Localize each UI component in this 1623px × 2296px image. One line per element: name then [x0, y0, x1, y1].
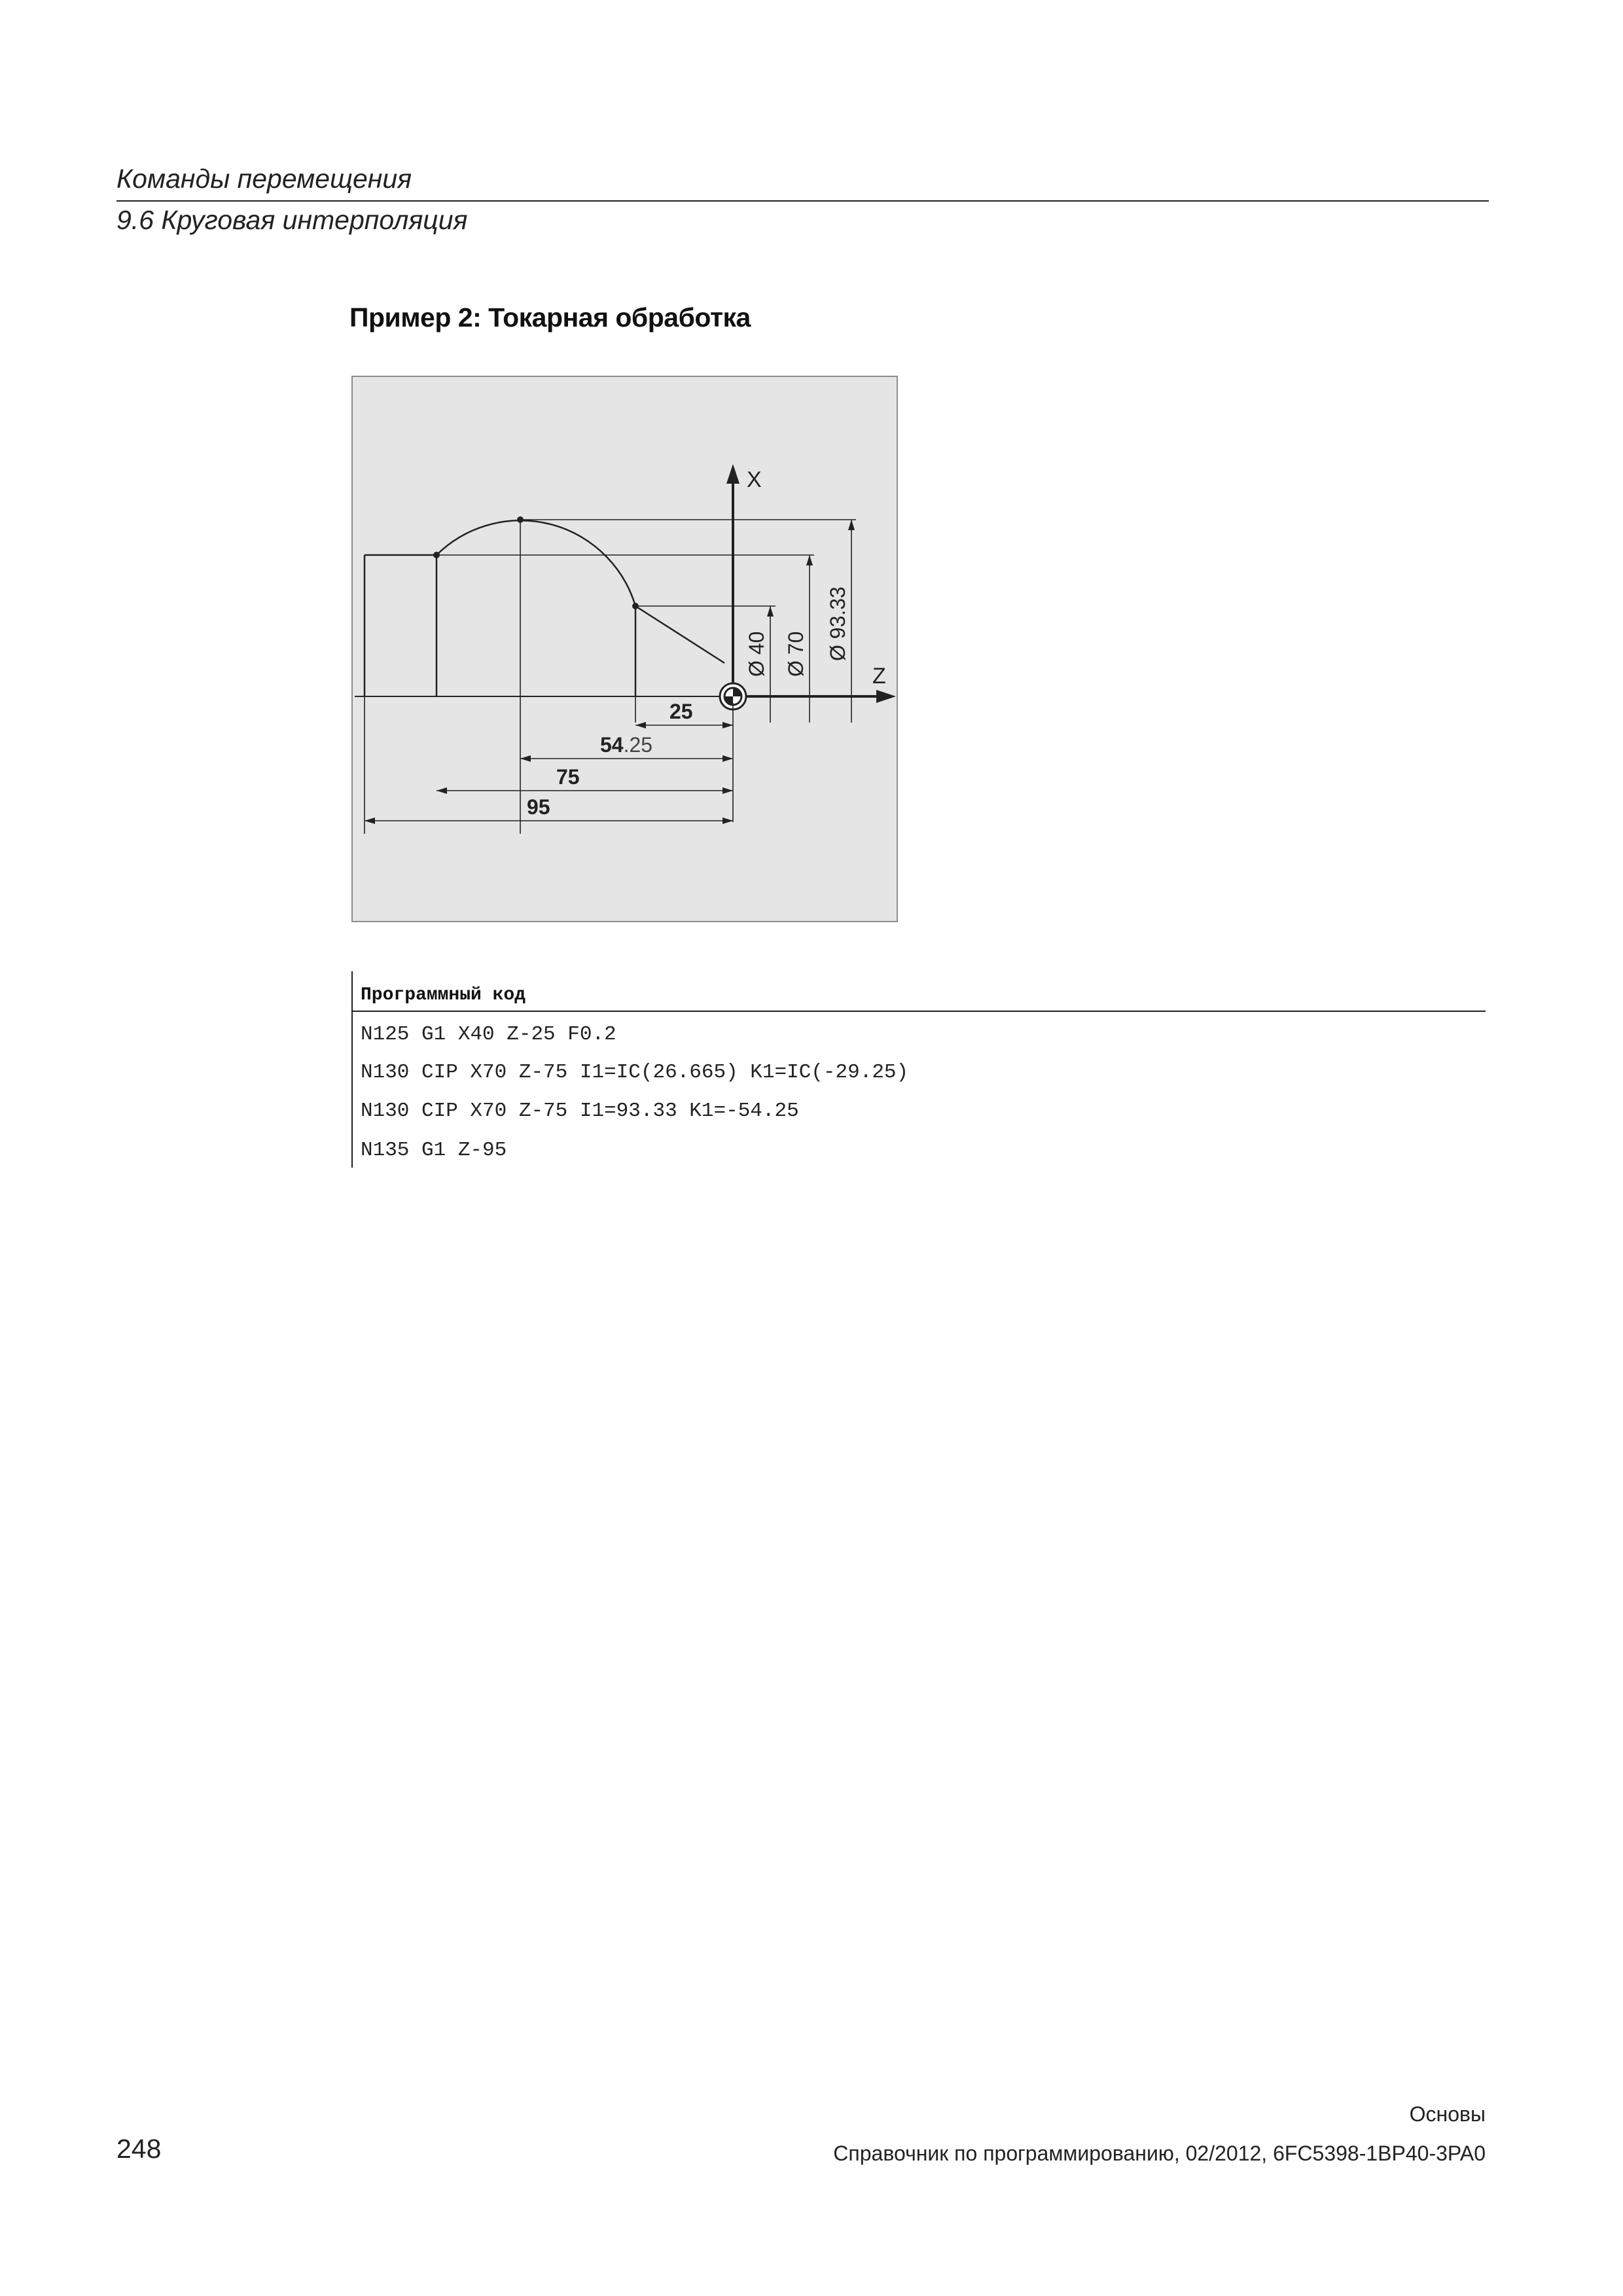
dim-dia-93-33-label: Ø 93.33	[826, 586, 849, 661]
header-rule	[116, 200, 1489, 202]
code-table-header: Программный код	[361, 985, 526, 1005]
dim-dia-40-label: Ø 40	[745, 631, 768, 677]
code-table-border	[351, 971, 353, 1168]
dim-54-25-label: 54.25	[600, 733, 653, 757]
axis-z-label: Z	[872, 664, 886, 689]
axis-x-label: X	[747, 467, 762, 492]
code-line: N135 G1 Z-95	[361, 1139, 507, 1162]
footer-doc-info: Справочник по программированию, 02/2012, 6FC5398-1BP40-3PA0	[833, 2142, 1486, 2165]
running-header-chapter: Команды перемещения	[116, 164, 412, 194]
dim-75-label: 75	[556, 765, 580, 789]
turning-drawing-figure	[351, 376, 898, 922]
dim-95-label: 95	[527, 795, 550, 819]
dim-dia-70-label: Ø 70	[784, 631, 808, 677]
figure-frame	[352, 376, 897, 922]
running-header-section: 9.6 Круговая интерполяция	[116, 205, 468, 235]
code-line: N125 G1 X40 Z-25 F0.2	[361, 1023, 616, 1046]
code-header-rule	[351, 1011, 1486, 1012]
code-line: N130 CIP X70 Z-75 I1=IC(26.665) K1=IC(-29.25)	[361, 1061, 909, 1084]
example-title: Пример 2: Токарная обработка	[349, 302, 751, 332]
code-line: N130 CIP X70 Z-75 I1=93.33 K1=-54.25	[361, 1100, 799, 1122]
dim-25-label: 25	[669, 700, 693, 723]
page-number: 248	[116, 2134, 162, 2164]
footer-doc-title: Основы	[1409, 2102, 1486, 2126]
